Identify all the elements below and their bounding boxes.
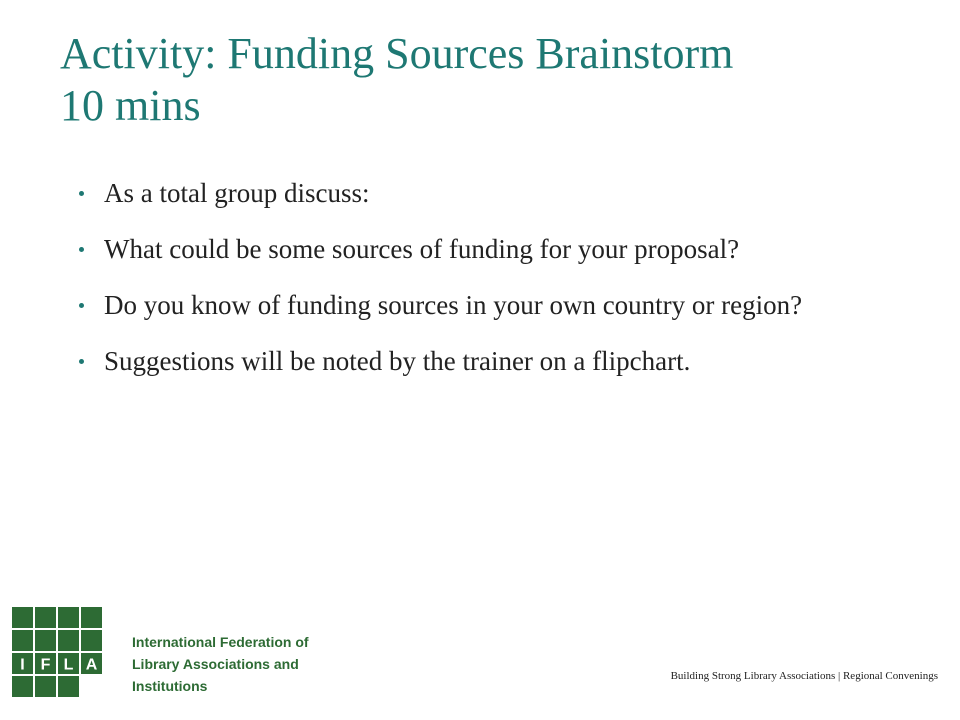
bullet-dot-icon	[79, 191, 84, 196]
bullet-text: As a total group discuss:	[104, 178, 370, 208]
bullet-item	[78, 282, 898, 328]
ifla-logo	[12, 607, 352, 707]
logo-letter: A	[85, 656, 98, 674]
bullet-item	[78, 226, 898, 272]
logo-letter: L	[63, 656, 74, 674]
logo-text-line1: International Federation of	[132, 634, 309, 650]
logo-text	[132, 631, 352, 697]
bullet-dot-icon	[79, 303, 84, 308]
logo-letter: F	[40, 656, 51, 674]
logo-text-line2: Library Associations and Institutions	[132, 656, 299, 694]
slide-title-line1: Activity: Funding Sources Brainstorm	[60, 29, 734, 78]
slide-title-line2: 10 mins	[60, 81, 201, 130]
bullet-text: Do you know of funding sources in your own country or region?	[104, 290, 803, 320]
slide-footer: Building Strong Library Associations | Regional Convenings	[670, 670, 938, 682]
bullet-dot-icon	[79, 359, 84, 364]
bullet-item	[78, 338, 898, 384]
bullet-list	[78, 170, 898, 394]
bullet-text: What could be some sources of funding for your proposal?	[104, 234, 740, 264]
logo-letter: I	[20, 656, 25, 674]
slide-title	[60, 28, 940, 132]
bullet-item	[78, 170, 898, 216]
bullet-dot-icon	[79, 247, 84, 252]
ifla-logo-grid-icon	[12, 607, 122, 707]
bullet-text: Suggestions will be noted by the trainer on a flipchart.	[104, 346, 691, 376]
